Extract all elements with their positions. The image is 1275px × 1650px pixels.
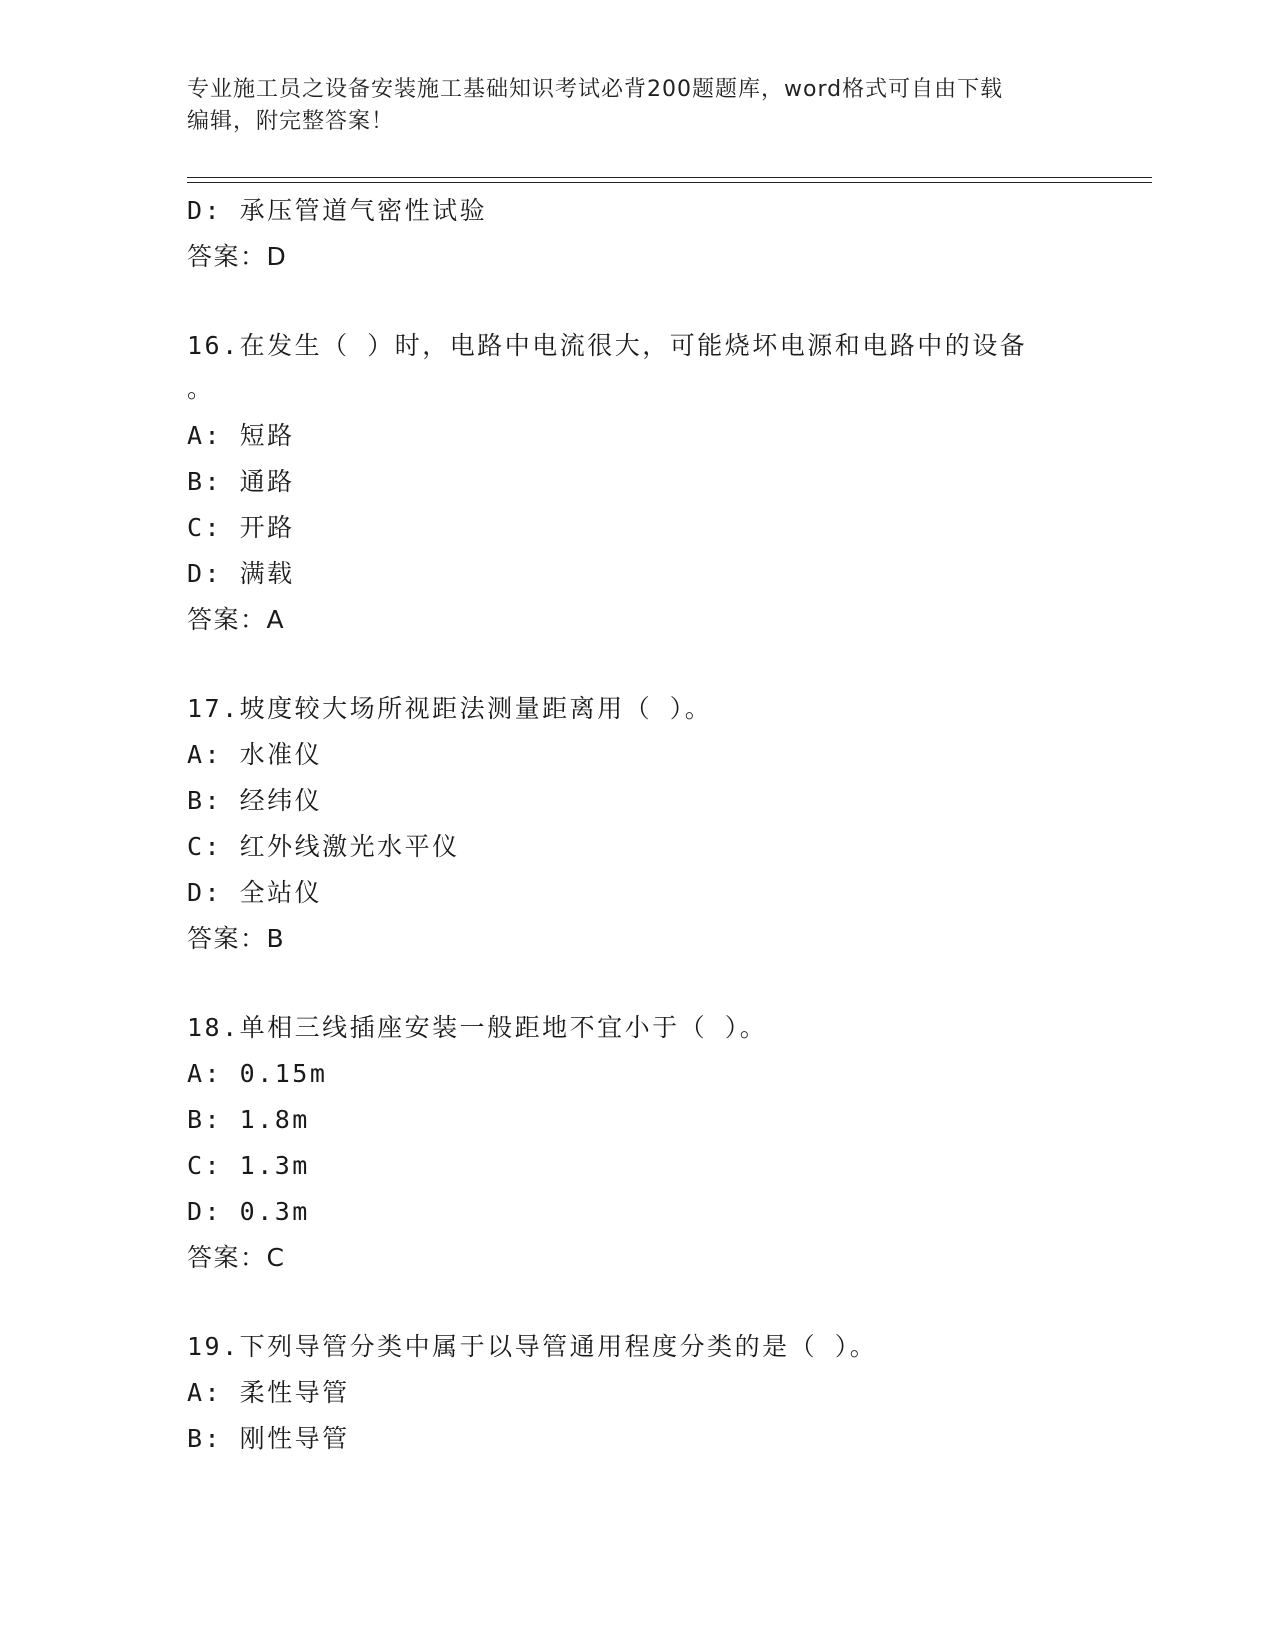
- header-divider-top: [187, 177, 1152, 178]
- question-text-continued: 。: [187, 374, 213, 403]
- option-c: C: 1.3m: [187, 1151, 310, 1180]
- option-a: A: 短路: [187, 421, 295, 450]
- option-a: A: 柔性导管: [187, 1378, 350, 1407]
- document-header: [187, 74, 1087, 138]
- question-text: 18.单相三线插座安装一般距地不宜小于（ ）。: [187, 1013, 768, 1042]
- option-a: A: 0.15m: [187, 1059, 328, 1088]
- answer: 答案：D: [187, 242, 288, 271]
- header-divider-bottom: [187, 182, 1152, 183]
- question-text: 16.在发生（ ）时，电路中电流很大，可能烧坏电源和电路中的设备: [187, 331, 1028, 360]
- option-a: A: 水准仪: [187, 740, 323, 769]
- option-b: B: 通路: [187, 467, 295, 496]
- header-line-2: 编辑，附完整答案！: [187, 109, 395, 134]
- option-c: C: 开路: [187, 513, 295, 542]
- question-19: [187, 1324, 1147, 1462]
- question-list: [187, 188, 1147, 1462]
- question-text: 17.坡度较大场所视距法测量距离用（ ）。: [187, 694, 713, 723]
- option-d: D: 0.3m: [187, 1197, 310, 1226]
- option-b: B: 经纬仪: [187, 786, 323, 815]
- question-15-tail: [187, 188, 1147, 280]
- header-line-1: 专业施工员之设备安装施工基础知识考试必背200题题库，word格式可自由下载: [187, 77, 1004, 102]
- option-d: D: 全站仪: [187, 878, 323, 907]
- option-d: D: 承压管道气密性试验: [187, 196, 488, 225]
- option-b: B: 1.8m: [187, 1105, 310, 1134]
- answer: 答案：B: [187, 924, 286, 953]
- answer: 答案：C: [187, 1243, 286, 1272]
- question-18: [187, 1005, 1147, 1281]
- option-c: C: 红外线激光水平仪: [187, 832, 460, 861]
- question-text: 19.下列导管分类中属于以导管通用程度分类的是（ ）。: [187, 1332, 878, 1361]
- option-b: B: 刚性导管: [187, 1424, 350, 1453]
- question-16: [187, 323, 1147, 643]
- question-17: [187, 686, 1147, 962]
- answer: 答案：A: [187, 605, 286, 634]
- option-d: D: 满载: [187, 559, 295, 588]
